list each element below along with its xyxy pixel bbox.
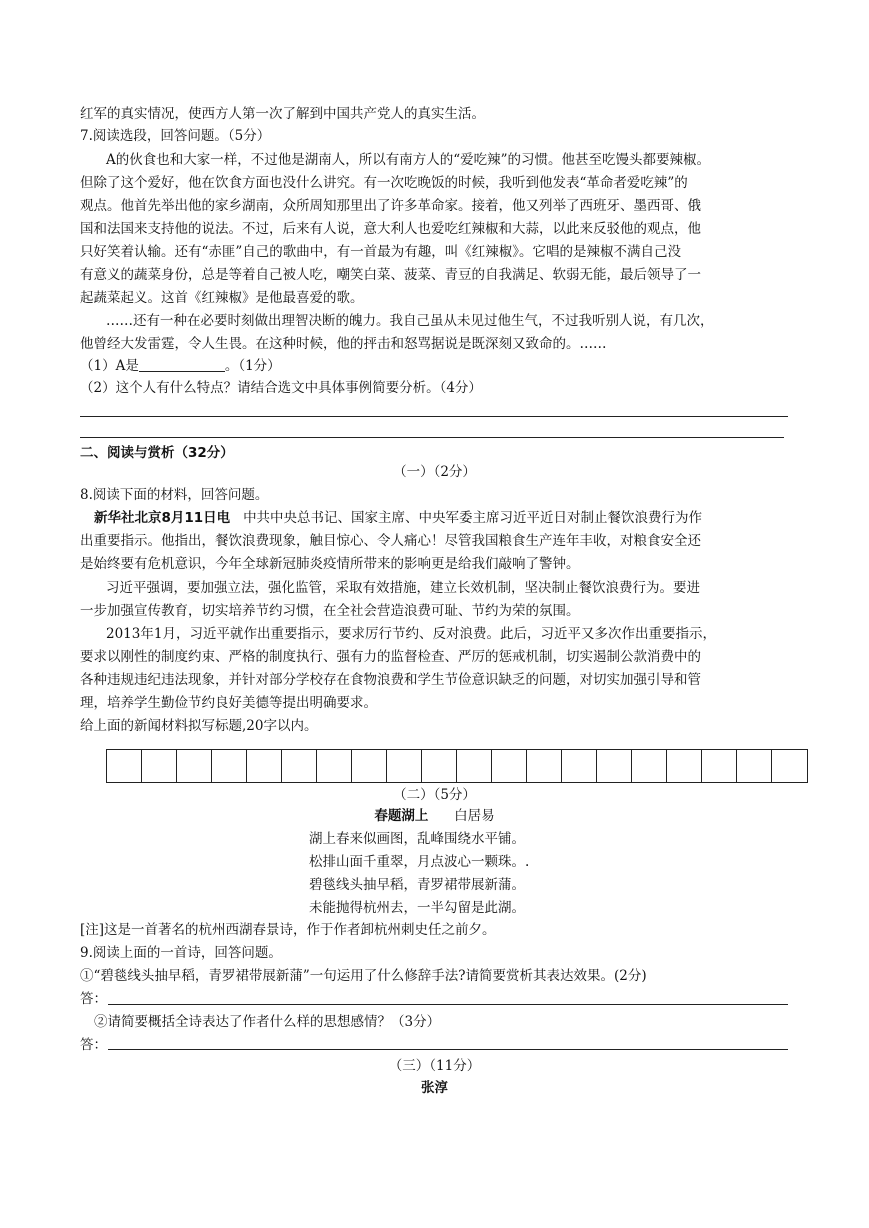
grid-cell[interactable] [527,750,562,782]
passage-line: 观点。他首先举出他的家乡湖南，众所周知那里出了许多革命家。接着，他又列举了西班牙、墨西哥、俄 [80,198,701,214]
answer-line[interactable] [108,1004,788,1005]
question-8-task: 给上面的新闻材料拟写标题,20字以内。 [80,718,318,734]
question-7-2: （2）这个人有什么特点？请结合选文中具体事例简要分析。（4分） [80,380,482,396]
question-7-1-suffix: 。（1分） [224,358,281,374]
poem-title: 春题湖上 [374,808,429,824]
story-title: 张淳 [421,1080,448,1096]
answer-label: 答： [80,991,107,1007]
poem-heading [0,806,869,826]
answer-blank[interactable] [139,357,225,372]
answer-label: 答： [80,1037,107,1053]
news-text: 中共中央总书记、国家主席、中央军委主席习近平近日对制止餐饮浪费行为作 [243,510,703,526]
news-line: 各种违规违纪违法现象，并针对部分学校存在食物浪费和学生节俭意识缺乏的问题，对切实加强引导和管 [80,672,701,688]
grid-cell[interactable] [282,750,317,782]
passage-line: 国和法国来支持他的说法。不过，后来有人说，意大利人也爱吃红辣椒和大蒜，以此来反驳他的观点，他 [80,221,701,237]
grid-cell[interactable] [317,750,352,782]
subsection-1-heading: （一）（2分） [393,464,476,480]
grid-cell[interactable] [702,750,737,782]
grid-cell[interactable] [212,750,247,782]
passage-line: A的伙食也和大家一样，不过他是湖南人，所以有南方人的“爱吃辣”的习惯。他甚至吃馒头都要辣椒。 [106,152,711,168]
subsection-2-heading: （二）（5分） [393,787,476,803]
grid-cell[interactable] [352,750,387,782]
news-line: 出重要指示。他指出，餐饮浪费现象，触目惊心、令人痛心！尽管我国粮食生产连年丰收，对粮食安全还 [80,533,701,549]
grid-cell[interactable] [597,750,632,782]
passage-line: 但除了这个爱好，他在饮食方面也没什么讲究。有一次吃晚饭的时候，我听到他发表“革命者爱吃辣”的 [80,175,688,191]
poem-line: 未能抛得杭州去，一半勾留是此湖。 [309,900,525,916]
question-7-1-prefix: （1）A是 [80,358,139,374]
question-7-title: 7.阅读选段，回答问题。（5分） [80,128,271,144]
grid-cell[interactable] [667,750,702,782]
question-9-2: ②请简要概括全诗表达了作者什么样的思想感情？（3分） [94,1014,441,1030]
grid-cell[interactable] [177,750,212,782]
answer-line[interactable] [80,437,784,438]
poem-line: 湖上春来似画图，乱峰围绕水平铺。 [309,831,525,847]
grid-cell[interactable] [387,750,422,782]
grid-cell[interactable] [107,750,142,782]
news-line: 一步加强宣传教育，切实培养节约习惯，在全社会营造浪费可耻、节约为荣的氛围。 [80,603,580,619]
news-line: 2013年1月，习近平就作出重要指示，要求厉行节约、反对浪费。此后，习近平又多次作出重要指示， [106,626,716,642]
grid-cell[interactable] [422,750,457,782]
question-7-1 [80,356,281,376]
grid-cell[interactable] [772,750,807,782]
grid-cell[interactable] [247,750,282,782]
passage-line: 只好笑着认输。还有“赤匪”自己的歌曲中，有一首最为有趣，叫《红辣椒》。它唱的是辣椒不满自己没 [80,244,682,260]
question-9-title: 9.阅读上面的一首诗，回答问题。 [80,945,282,961]
passage-line: 有意义的蔬菜身份，总是等着自己被人吃，嘲笑白菜、菠菜、青豆的自我满足、软弱无能，最后领导了一 [80,267,701,283]
answer-line[interactable] [108,1049,788,1050]
title-answer-grid[interactable] [106,749,808,783]
text-line: 红军的真实情况，使西方人第一次了解到中国共产党人的真实生活。 [80,106,485,122]
grid-cell[interactable] [142,750,177,782]
subsection-3-heading: （三）（11分） [388,1058,481,1074]
passage-line: ……还有一种在必要时刻做出理智决断的魄力。我自己虽从未见过他生气，不过我听别人说，有几次， [106,313,714,329]
question-8-title: 8.阅读下面的材料，回答问题。 [80,487,269,503]
news-line: 要求以刚性的制度约束、严格的制度执行、强有力的监督检查、严厉的惩戒机制，切实遏制公款消费中的 [80,649,701,665]
poem-line: 松排山面千重翠，月点波心一颗珠。. [309,854,530,870]
question-9-1: ①“碧毯线头抽早稻，青罗裙带展新蒲”一句运用了什么修辞手法?请简要赏析其表达效果。(2分) [80,968,647,984]
poem-author: 白居易 [454,808,495,824]
grid-cell[interactable] [632,750,667,782]
grid-cell[interactable] [457,750,492,782]
grid-cell[interactable] [737,750,772,782]
poem-note: [注]这是一首著名的杭州西湖春景诗，作于作者卸杭州刺史任之前夕。 [80,922,496,938]
passage-line: 起蔬菜起义。这首《红辣椒》是他最喜爱的歌。 [80,290,364,306]
news-dateline: 新华社北京8月11日电 [94,510,231,526]
section-2-heading: 二、阅读与赏析（32分） [80,445,234,461]
poem-line: 碧毯线头抽早稻，青罗裙带展新蒲。 [309,877,525,893]
news-line [94,508,702,528]
passage-line: 他曾经大发雷霆，令人生畏。在这种时候，他的抨击和怒骂据说是既深刻又致命的。…… [80,336,607,352]
news-line: 习近平强调，要加强立法，强化监管，采取有效措施，建立长效机制，坚决制止餐饮浪费行为。要进 [106,580,700,596]
news-line: 是始终要有危机意识，今年全球新冠肺炎疫情所带来的影响更是给我们敲响了警钟。 [80,556,580,572]
answer-line[interactable] [80,416,788,417]
grid-cell[interactable] [562,750,597,782]
news-line: 理，培养学生勤俭节约良好美德等提出明确要求。 [80,695,377,711]
grid-cell[interactable] [492,750,527,782]
